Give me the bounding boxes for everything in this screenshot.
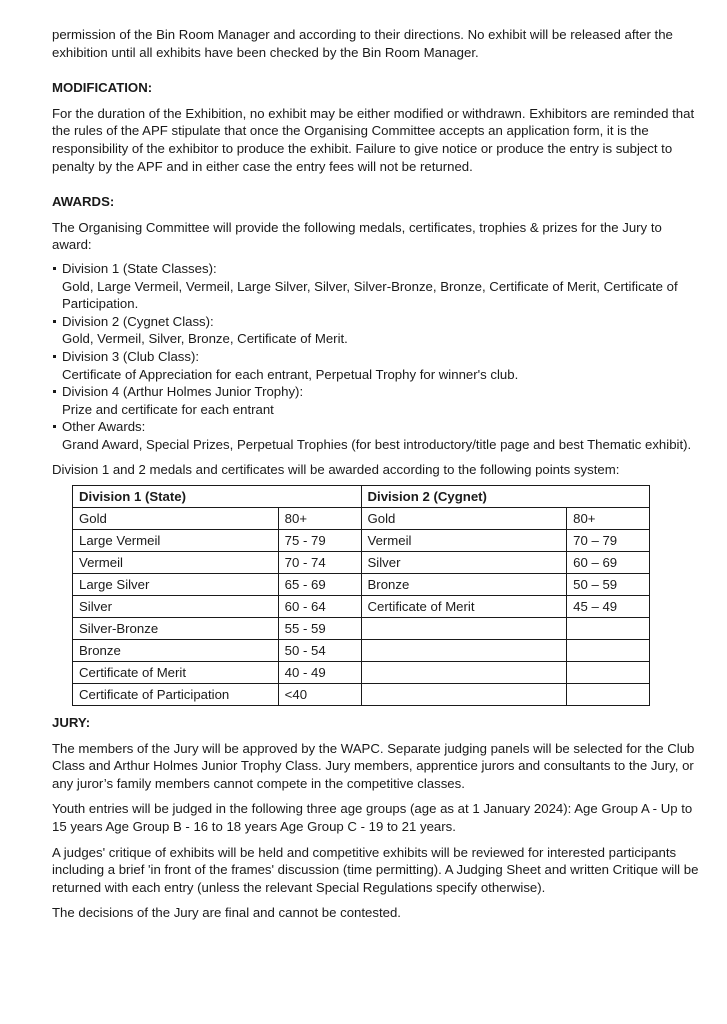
div2-points-cell [567,618,650,640]
div1-points-cell: 70 - 74 [278,552,361,574]
award-item-detail: Prize and certificate for each entrant [62,401,274,417]
points-table-row [73,508,650,530]
div1-award-cell: Gold [73,508,279,530]
div2-points-cell [567,640,650,662]
points-table-row [73,596,650,618]
div1-award-cell: Silver-Bronze [73,618,279,640]
div2-points-cell: 45 – 49 [567,596,650,618]
div1-points-cell: 65 - 69 [278,574,361,596]
div1-award-cell: Certificate of Merit [73,662,279,684]
div1-points-cell: 40 - 49 [278,662,361,684]
div1-award-cell: Vermeil [73,552,279,574]
points-table-row [73,684,650,706]
div1-award-cell: Bronze [73,640,279,662]
div2-points-cell: 70 – 79 [567,530,650,552]
points-table-header-row [73,486,650,508]
intro-paragraph: permission of the Bin Room Manager and according to their directions. No exhibit will be released after the exhibition until all exhibits have been checked by the Bin Room Manager. [52,27,673,60]
div1-award-cell: Large Vermeil [73,530,279,552]
awards-intro: The Organising Committee will provide the following medals, certificates, trophies & prizes for the Jury to award: [52,219,662,253]
points-table-row [73,618,650,640]
award-item-title: Division 4 (Arthur Holmes Junior Trophy): [62,384,304,400]
document-page [52,26,702,922]
award-item-division-3 [52,348,702,383]
div1-points-cell: <40 [278,684,361,706]
points-table-row [73,662,650,684]
div1-points-cell: 50 - 54 [278,640,361,662]
div1-award-cell: Silver [73,596,279,618]
jury-paragraph: A judges' critique of exhibits will be held and competitive exhibits will be reviewed for interested participants including a brief 'in front of the frames' discussion (time permitting). A Judging Sheet and written Critique will be returned with each entry (unless the relevant Special Regulations specify otherwise). [52,844,699,895]
awards-heading: AWARDS: [52,194,115,210]
award-item-detail: Gold, Vermeil, Silver, Bronze, Certificate of Merit. [62,331,348,347]
points-table-row [73,552,650,574]
points-intro: Division 1 and 2 medals and certificates will be awarded according to the following points system: [52,462,620,478]
points-table-row [73,530,650,552]
div2-award-cell: Certificate of Merit [361,596,567,618]
div1-points-cell: 75 - 79 [278,530,361,552]
award-item-division-2 [52,313,702,348]
div2-award-cell: Bronze [361,574,567,596]
div1-points-cell: 55 - 59 [278,618,361,640]
points-table-row [73,640,650,662]
modification-paragraph: For the duration of the Exhibition, no exhibit may be either modified or withdrawn. Exhibitors are reminded that the rules of the APF stipulate that once the Organising Committee accepts an application form, it is the responsibility of the exhibitor to produce the exhibit. Failure to give notice or produce the entry is subject to penalty by the APF and in either case the entry fees will not be returned. [52,105,695,174]
div2-award-cell [361,662,567,684]
div2-award-cell [361,618,567,640]
div1-award-cell: Large Silver [73,574,279,596]
jury-paragraph: The members of the Jury will be approved by the WAPC. Separate judging panels will be selected for the Club Class and Arthur Holmes Junior Trophy Class. Jury members, apprentice jurors and consultants to the Jury, or any juror’s family members cannot compete in the competitive classes. [52,740,695,791]
div1-award-cell: Certificate of Participation [73,684,279,706]
division-1-header: Division 1 (State) [73,486,362,508]
award-item-title: Other Awards: [62,419,146,435]
div2-points-cell: 50 – 59 [567,574,650,596]
award-item-detail: Grand Award, Special Prizes, Perpetual Trophies (for best introductory/title page and best Thematic exhibit). [62,436,692,452]
award-item-other [52,418,702,453]
div2-award-cell [361,640,567,662]
div2-award-cell: Silver [361,552,567,574]
points-table-row [73,574,650,596]
points-table [72,485,650,706]
award-item-detail: Gold, Large Vermeil, Vermeil, Large Silver, Silver, Silver-Bronze, Bronze, Certificate of Merit, Certificate of Participation. [62,278,678,312]
div2-points-cell: 60 – 69 [567,552,650,574]
award-item-title: Division 1 (State Classes): [62,260,217,276]
modification-heading: MODIFICATION: [52,80,153,96]
jury-heading: JURY: [52,715,91,731]
award-item-division-4 [52,383,702,418]
award-item-detail: Certificate of Appreciation for each entrant, Perpetual Trophy for winner's club. [62,366,519,382]
div2-points-cell [567,684,650,706]
div2-points-cell [567,662,650,684]
div1-points-cell: 60 - 64 [278,596,361,618]
div2-award-cell: Gold [361,508,567,530]
div2-award-cell: Vermeil [361,530,567,552]
div2-points-cell: 80+ [567,508,650,530]
division-2-header: Division 2 (Cygnet) [361,486,650,508]
div1-points-cell: 80+ [278,508,361,530]
award-item-title: Division 3 (Club Class): [62,348,200,364]
awards-list [52,260,702,454]
jury-paragraph: The decisions of the Jury are final and cannot be contested. [52,905,401,921]
award-item-title: Division 2 (Cygnet Class): [62,313,214,329]
div2-award-cell [361,684,567,706]
jury-paragraph: Youth entries will be judged in the following three age groups (age as at 1 January 2024): Age Group A - Up to 15 years Age Group B - 16 to 18 years Age Group C - 19 to 21 years. [52,801,693,835]
award-item-division-1 [52,260,702,313]
